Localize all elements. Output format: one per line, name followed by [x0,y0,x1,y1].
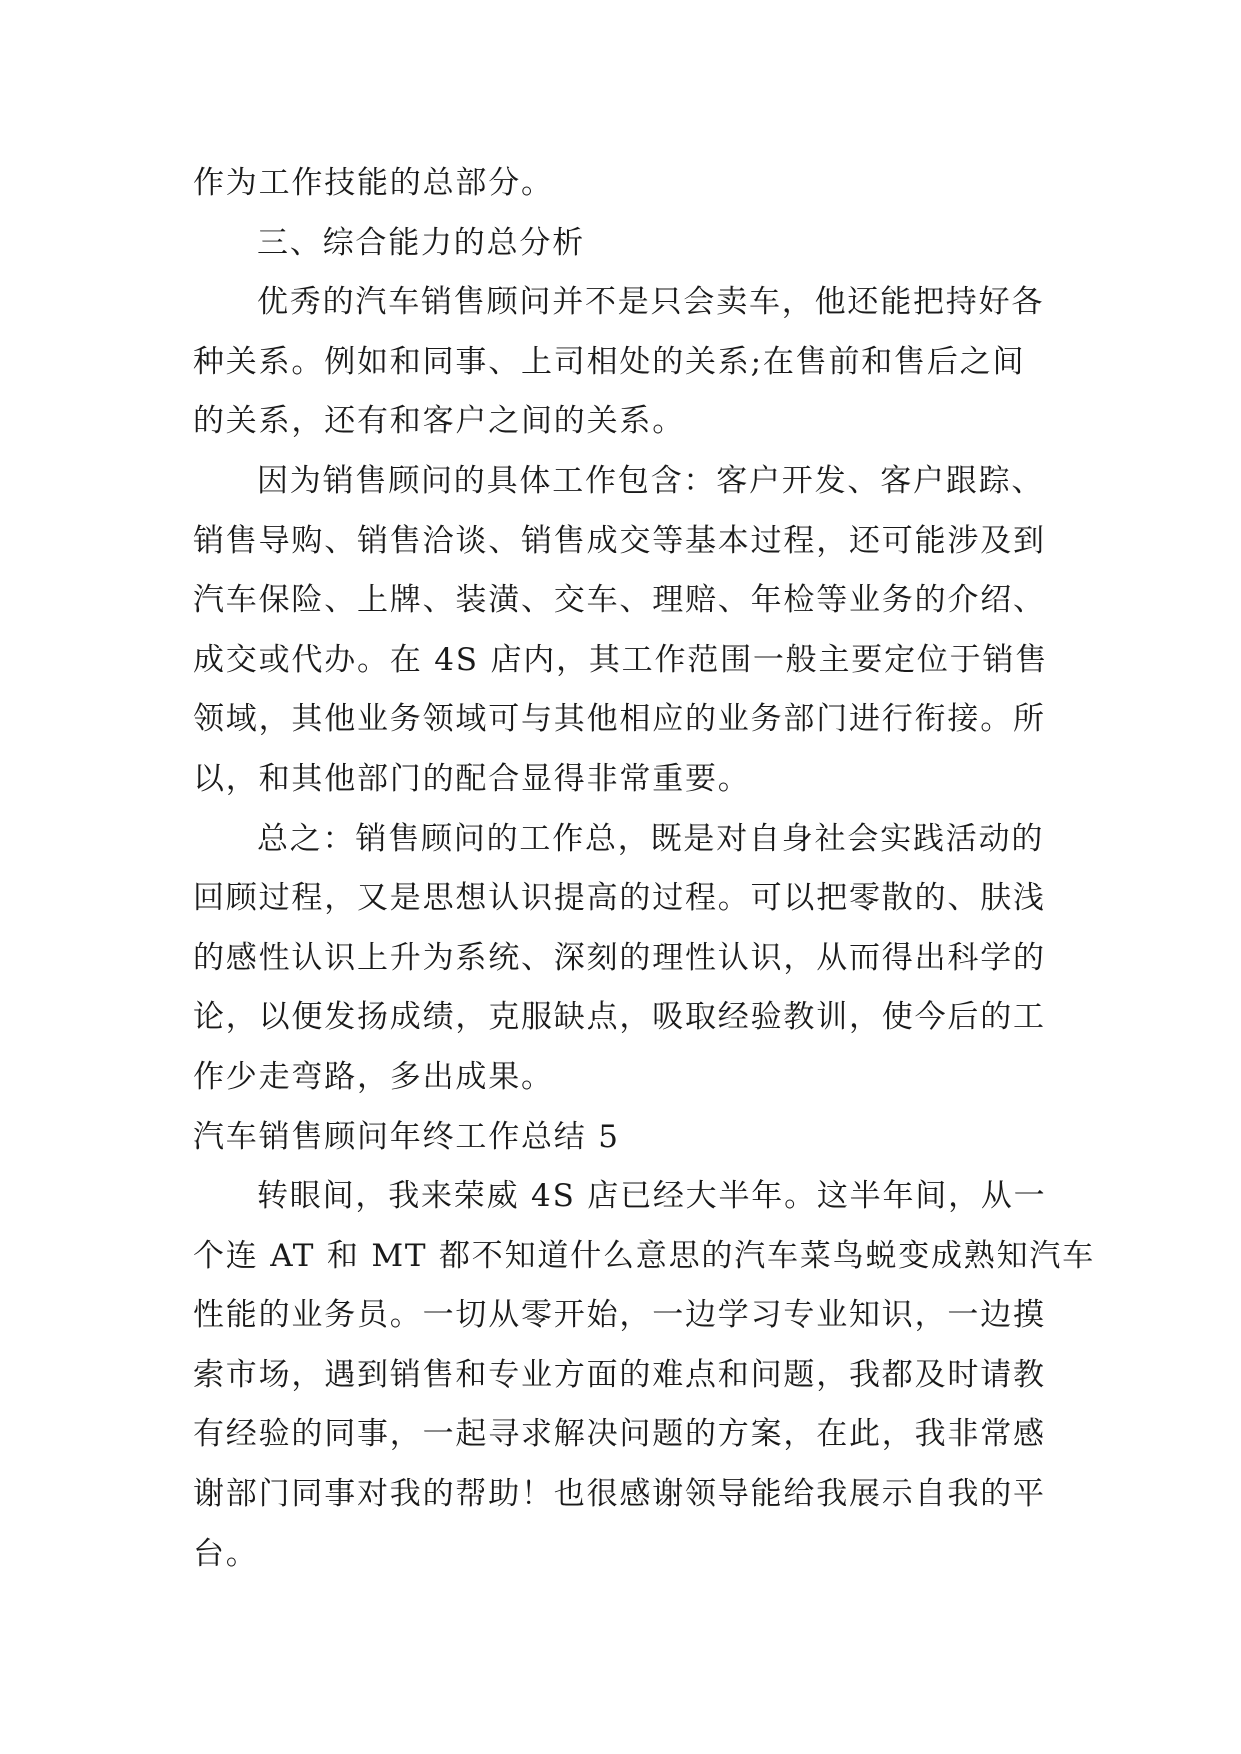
text-line: 转眼间，我来荣威 4S 店已经大半年。这半年间，从一 [257,1178,1047,1215]
text-line: 以，和其他部门的配合显得非常重要。 [193,760,751,797]
text-line: 汽车保险、上牌、装潢、交车、理赔、年检等业务的介绍、 [193,582,1046,619]
text-line: 因为销售顾问的具体工作包含：客户开发、客户跟踪、 [257,462,1045,499]
text-line: 的感性认识上升为系统、深刻的理性认识，从而得出科学的 [193,939,1046,976]
text-line: 索市场，遇到销售和专业方面的难点和问题，我都及时请教 [193,1356,1046,1393]
text-line: 总之：销售顾问的工作总，既是对自身社会实践活动的 [257,820,1045,857]
text-line: 成交或代办。在 4S 店内，其工作范围一般主要定位于销售 [193,641,1049,678]
text-line: 作为工作技能的总部分。 [193,165,554,201]
text-line: 台。 [193,1535,259,1572]
document-body [193,154,1096,1584]
text-line: 个连 AT 和 MT 都不知道什么意思的汽车菜鸟蜕变成熟知汽车 [193,1237,1096,1274]
text-line: 的关系，还有和客户之间的关系。 [193,403,685,440]
text-line: 谢部门同事对我的帮助！也很感谢领导能给我展示自我的平 [193,1476,1046,1513]
text-line: 领域，其他业务领域可与其他相应的业务部门进行衔接。所 [193,701,1046,738]
text-line: 种关系。例如和同事、上司相处的关系;在售前和售后之间 [193,343,1026,380]
text-line: 作少走弯路，多出成果。 [193,1058,554,1095]
section-title: 汽车销售顾问年终工作总结 5 [193,1118,620,1155]
text-line: 性能的业务员。一切从零开始，一边学习专业知识，一边摸 [193,1297,1046,1334]
text-line: 销售导购、销售洽谈、销售成交等基本过程，还可能涉及到 [193,522,1046,559]
section-heading: 三、综合能力的总分析 [257,224,585,261]
text-line: 回顾过程，又是思想认识提高的过程。可以把零散的、肤浅 [193,880,1046,917]
text-line: 有经验的同事，一起寻求解决问题的方案，在此，我非常感 [193,1416,1046,1453]
text-line: 优秀的汽车销售顾问并不是只会卖车，他还能把持好各 [257,284,1045,321]
text-line: 论，以便发扬成绩，克服缺点，吸取经验教训，使今后的工 [193,999,1046,1036]
